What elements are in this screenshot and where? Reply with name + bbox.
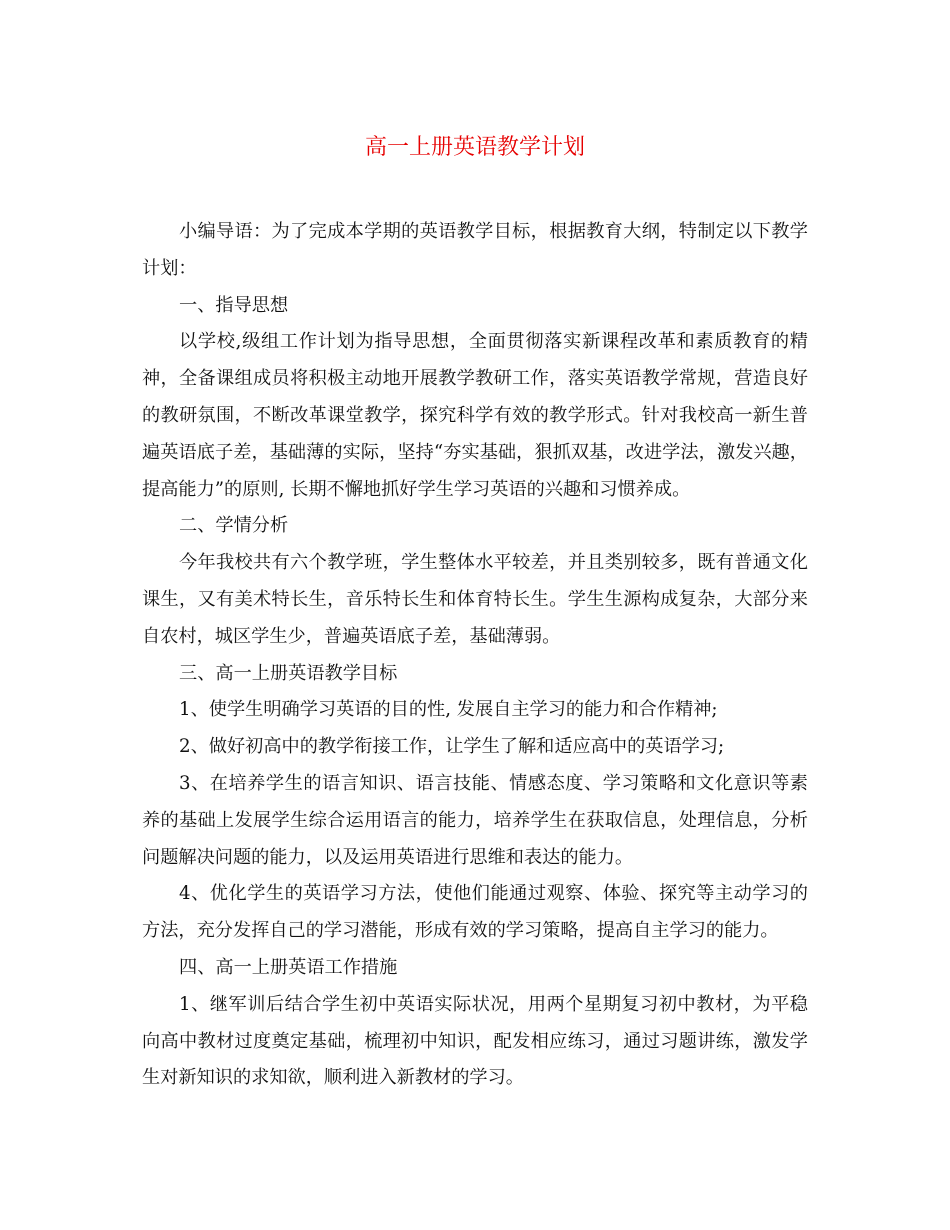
section-heading-guiding-ideology: 一、指导思想 xyxy=(179,294,289,316)
document-body xyxy=(142,214,808,1097)
goal-item-2: 2、做好初高中的教学衔接工作，让学生了解和适应高中的英语学习; xyxy=(179,736,725,758)
section-heading-teaching-goals: 三、高一上册英语教学目标 xyxy=(179,662,398,684)
goal-item-1: 1、使学生明确学习英语的目的性, 发展自主学习的能力和合作精神; xyxy=(179,699,718,721)
guiding-ideology-paragraph: 以学校,级组工作计划为指导思想，全面贯彻落实新课程改革和素质教育的精神，全备课组成员将积极主动地开展教学教研工作，落实英语教学常规，营造良好的教研氛围，不断改革课堂教学，探究科学有效的教学形式。针对我校高一新生普遍英语底子差，基础薄的实际，坚持“夯实基础，狠抓双基，改进学法，激发兴趣，提高能力”的原则, 长期不懈地抓好学生学习英语的兴趣和习惯养成。 xyxy=(142,331,808,500)
student-analysis-paragraph: 今年我校共有六个教学班，学生整体水平较差，并且类别较多，既有普通文化课生，又有美术特长生，音乐特长生和体育特长生。学生生源构成复杂，大部分来自农村，城区学生少，普遍英语底子差，基础薄弱。 xyxy=(142,552,808,647)
section-heading-work-measures: 四、高一上册英语工作措施 xyxy=(179,956,398,978)
goal-item-4: 4、优化学生的英语学习方法，使他们能通过观察、体验、探究等主动学习的方法，充分发挥自己的学习潜能，形成有效的学习策略，提高自主学习的能力。 xyxy=(142,883,808,942)
intro-paragraph: 小编导语：为了完成本学期的英语教学目标，根据教育大纲，特制定以下教学计划： xyxy=(142,221,808,279)
document-title: 高一上册英语教学计划 xyxy=(364,135,585,160)
section-heading-student-analysis: 二、学情分析 xyxy=(179,515,289,537)
measure-item-1: 1、继军训后结合学生初中英语实际状况，用两个星期复习初中教材，为平稳向高中教材过度奠定基础，梳理初中知识，配发相应练习，通过习题讲练，激发学生对新知识的求知欲，顺利进入新教材的学习。 xyxy=(142,993,808,1089)
goal-item-3: 3、在培养学生的语言知识、语言技能、情感态度、学习策略和文化意识等素养的基础上发展学生综合运用语言的能力，培养学生在获取信息，处理信息，分析问题解决问题的能力，以及运用英语进行思维和表达的能力。 xyxy=(142,772,808,868)
